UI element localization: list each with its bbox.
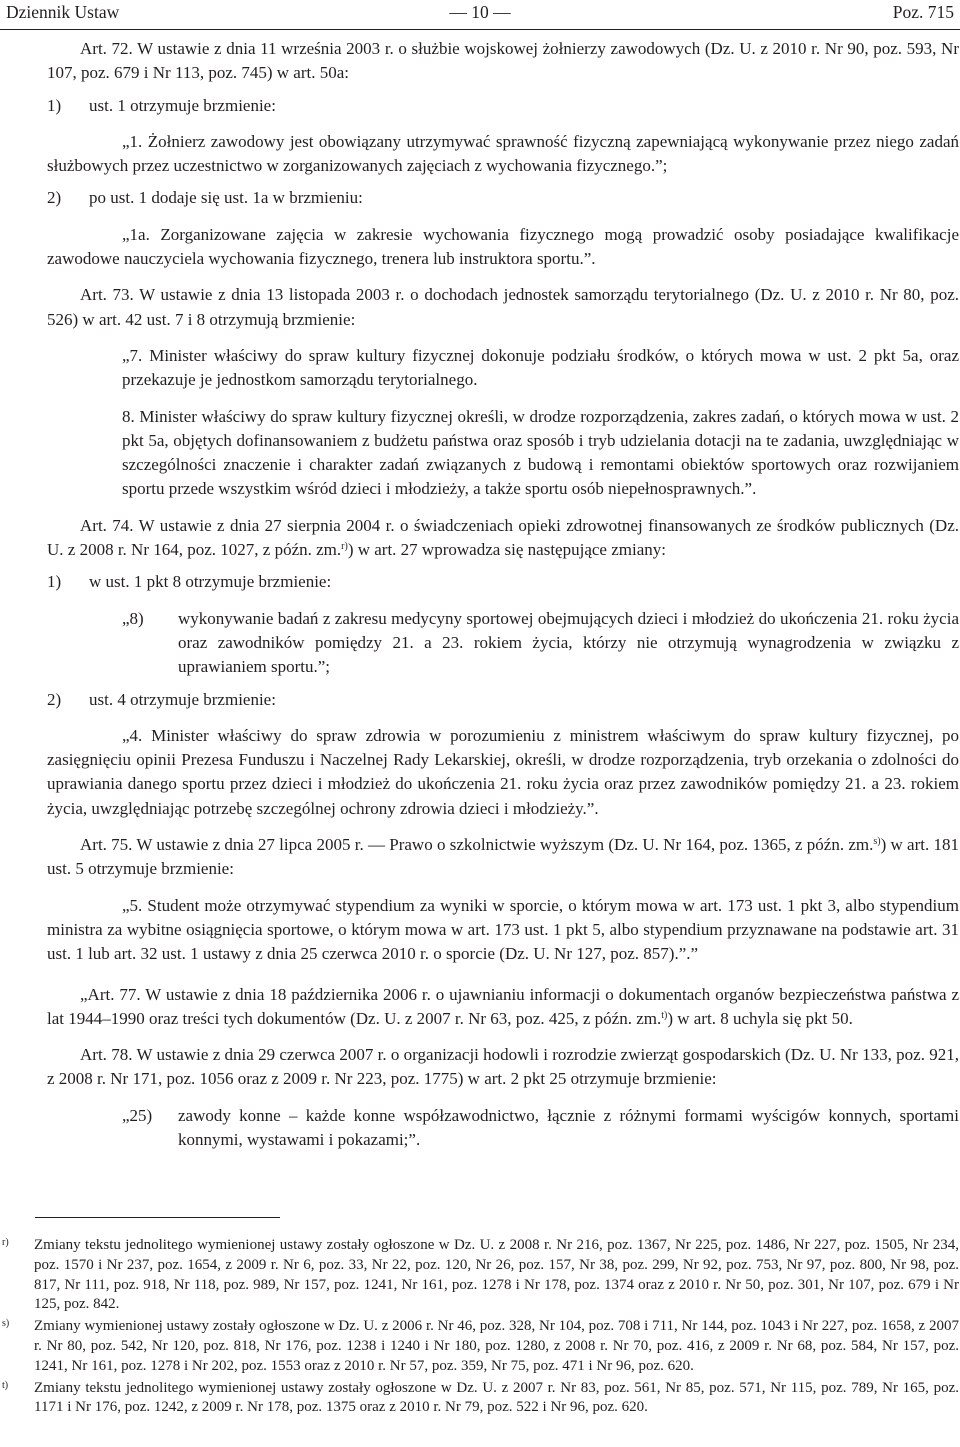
quoted-point (47, 1104, 959, 1153)
list-item (47, 570, 959, 594)
footnote-text: Zmiany tekstu jednolitego wymienionej ustawy zostały ogłoszone w Dz. U. z 2008 r. Nr 216, poz. 1367, Nr 225, poz. 1486, Nr 227, poz. 1505, Nr 234, poz. 1570 i Nr 237, poz. 1654, z 2009 r. Nr 6, poz. 33, Nr 22, poz. 120, Nr 26, poz. 157, Nr 38, poz. 299, Nr 92, poz. 753, Nr 97, poz. 800, Nr 98, poz. 817, Nr 111, poz. 918, Nr 118, poz. 989, Nr 157, poz. 1241, Nr 161, poz. 1278 i Nr 178, poz. 1374 oraz z 2010 r. Nr 50, poz. 301, Nr 107, poz. 679 i Nr 125, poz. 842. (34, 1237, 959, 1313)
quoted-paragraph: 8. Minister właściwy do spraw kultury fizycznej określi, w drodze rozporządzenia, zakres zadań, o których mowa w ust. 2 pkt 5a, objętych dofinansowaniem z budżetu państwa oraz sposób i tryb udzielania dotacji na te zadania, uwzględniając w szczególności znaczenie i charakter zadań związanych z budową i remontami obiektów sportowych oraz rozwijaniem sportu przede wszystkim wśród dzieci i młodzieży, a także sportu osób niepełnosprawnych.”. (122, 406, 959, 499)
list-text: po ust. 1 dodaje się ust. 1a w brzmieniu: (89, 188, 363, 208)
list-number: 2) (47, 689, 62, 709)
list-item (47, 94, 959, 118)
quoted-point (47, 607, 959, 680)
article-75: Art. 75. W ustawie z dnia 27 lipca 2005 r. — Prawo o szkolnictwie wyższym (Dz. U. Nr 164, poz. 1365, z późn. zm.$^{s)}$) w art. 181 ust. 5 otrzymuje brzmienie: (47, 835, 960, 879)
page-header (0, 0, 960, 24)
footnote-mark: t) (2, 1379, 9, 1391)
list-number: 1) (47, 95, 62, 115)
article-74: Art. 74. W ustawie z dnia 27 sierpnia 2004 r. o świadczeniach opieki zdrowotnej finansowanych ze środków publicznych (Dz. U. z 2008 r. Nr 164, poz. 1027, z późn. zm.$^{r)}$) w art. 27 wprowadza się następujące zmiany: (47, 515, 959, 560)
list-number: 1) (47, 572, 62, 592)
footnote-mark: s) (2, 1318, 10, 1330)
point-text: zawody konne – każde konne współzawodnictwo, łącznie z różnymi formami wyścigów konnych, sportami konnymi, wystawami i pokazami;”. (178, 1105, 959, 1149)
article-72: Art. 72. W ustawie z dnia 11 września 2003 r. o służbie wojskowej żołnierzy zawodowych (Dz. U. z 2010 r. Nr 90, poz. 593, Nr 107, poz. 679 i Nr 113, poz. 745) w art. 50a: (47, 39, 959, 83)
article-77: „Art. 77. W ustawie z dnia 18 października 2006 r. o ujawnianiu informacji o dokumentach organów bezpieczeństwa państwa z lat 1944–1990 oraz treści tych dokumentów (Dz. U. z 2007 r. Nr 63, poz. 425, z późn. zm.$^{t)}$) w art. 8 uchyla się pkt 50. (47, 984, 959, 1028)
quoted-paragraph: „5. Student może otrzymywać stypendium za wyniki w sporcie, o którym mowa w art. 173 ust. 1 pkt 3, albo stypendium ministra za wybitne osiągnięcia sportowe, o którym mowa w art. 173 ust. 1 pkt 5, albo stypendium przyznawane na podstawie art. 31 ust. 1 lub art. 32 ust. 1 ustawy z dnia 25 czerwca 2010 r. o sporcie (Dz. U. Nr 127, poz. 857).”.” (47, 895, 959, 964)
quoted-paragraph: „1a. Zorganizowane zajęcia w zakresie wychowania fizycznego mogą prowadzić osoby posiadające kwalifikacje zawodowe nauczyciela wychowania fizycznego, trenera lub instruktora sportu.”. (47, 224, 959, 269)
footnote-rule (35, 1217, 280, 1218)
footnote-mark: r) (2, 1237, 9, 1248)
footnote (0, 1317, 959, 1376)
list-item (47, 186, 959, 210)
footnote-ref: s) (873, 836, 881, 848)
list-item (47, 688, 959, 712)
footnotes (0, 1236, 959, 1418)
article-78: Art. 78. W ustawie z dnia 29 czerwca 2007 r. o organizacji hodowli i rozrodzie zwierząt gospodarskich (Dz. U. Nr 133, poz. 921, z 2008 r. Nr 171, poz. 1056 oraz z 2009 r. Nr 223, poz. 1775) w art. 2 pkt 25 otrzymuje brzmienie: (47, 1045, 959, 1089)
page-number: — 10 — (449, 2, 511, 22)
footnote-text: Zmiany tekstu jednolitego wymienionej ustawy zostały ogłoszone w Dz. U. z 2007 r. Nr 83, poz. 561, Nr 85, poz. 571, Nr 115, poz. 789, Nr 165, poz. 1171 i Nr 176, poz. 1242, z 2009 r. Nr 178, poz. 1375 oraz z 2010 r. Nr 79, poz. 522 i Nr 96, poz. 620. (34, 1379, 959, 1416)
list-text: w ust. 1 pkt 8 otrzymuje brzmienie: (89, 572, 332, 592)
list-number: 2) (47, 188, 62, 208)
footnote (0, 1379, 959, 1419)
footnote-text: Zmiany wymienionej ustawy zostały ogłoszone w Dz. U. z 2006 r. Nr 46, poz. 328, Nr 104, poz. 708 i 711, Nr 144, poz. 1043 i Nr 227, poz. 1658, z 2007 r. Nr 80, poz. 542, Nr 120, poz. 818, Nr 176, poz. 1238 i 1240 i Nr 180, poz. 1280, z 2008 r. Nr 70, poz. 416, z 2009 r. Nr 68, poz. 584, Nr 157, poz. 1241, Nr 161, poz. 1278 i Nr 202, poz. 1553 oraz z 2010 r. Nr 57, poz. 359, Nr 75, poz. 471 i Nr 96, poz. 620. (34, 1318, 959, 1374)
point-number: „25) (122, 1105, 153, 1125)
article-73: Art. 73. W ustawie z dnia 13 listopada 2003 r. o dochodach jednostek samorządu terytorialnego (Dz. U. z 2010 r. Nr 80, poz. 526) w art. 42 ust. 7 i 8 otrzymują brzmienie: (47, 285, 959, 329)
quoted-paragraph: „4. Minister właściwy do spraw zdrowia w porozumieniu z ministrem właściwym do spraw kultury fizycznej, po zasięgnięciu opinii Prezesa Funduszu i Naczelnej Rady Lekarskiej, określi, w drodze rozporządzenia, tryb orzekania o zdolności do uprawiania danego sportu przez dzieci i młodzież do ukończenia 21. roku życia oraz przez zawodników pomiędzy 21. a 23. rokiem życia, uwzględniając potrzebę szczególnej ochrony zdrowia dzieci i młodzieży.”. (47, 725, 959, 818)
quoted-paragraph: „1. Żołnierz zawodowy jest obowiązany utrzymywać sprawność fizyczną zapewniającą wykonywanie przez niego zadań służbowych przez uczestnictwo w zorganizowanych zajęciach z wychowania fizycznego.”; (47, 131, 959, 176)
quoted-paragraph: „7. Minister właściwy do spraw kultury fizycznej dokonuje podziału środków, o których mowa w ust. 2 pkt 5a, oraz przekazuje je jednostkom samorządu terytorialnego. (122, 345, 959, 390)
footnote (0, 1236, 959, 1315)
list-text: ust. 1 otrzymuje brzmienie: (89, 95, 276, 115)
point-text: wykonywanie badań z zakresu medycyny sportowej obejmujących dzieci i młodzież do ukończenia 21. roku życia oraz zawodników pomiędzy 21. a 23. rokiem życia, którzy nie otrzymują wynagrodzenia w związku z uprawianiem sportu.”; (178, 608, 959, 677)
footnote-ref: r) (341, 541, 348, 553)
position-number: Poz. 715 (892, 2, 954, 22)
list-text: ust. 4 otrzymuje brzmienie: (89, 689, 276, 709)
point-number: „8) (122, 608, 144, 628)
footnote-ref: t) (661, 1009, 668, 1021)
header-rule (0, 29, 960, 30)
journal-title: Dziennik Ustaw (6, 2, 120, 22)
document-body (47, 37, 959, 1152)
